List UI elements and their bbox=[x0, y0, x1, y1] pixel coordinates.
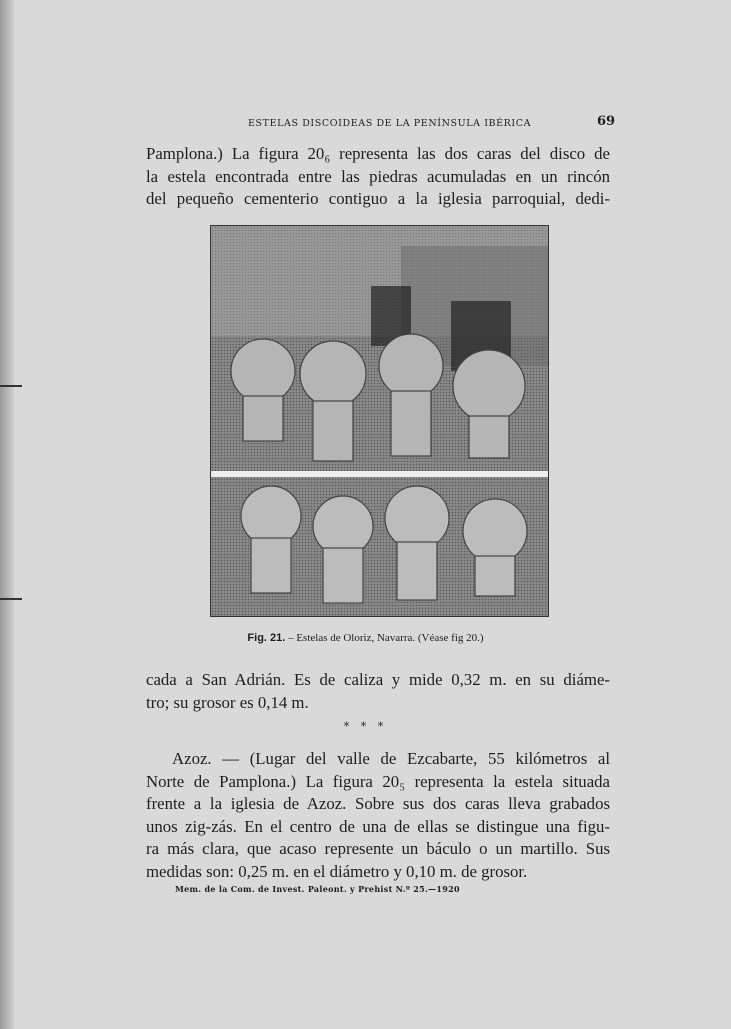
figure-photo-stelae bbox=[210, 225, 549, 617]
running-header: ESTELAS DISCOIDEAS DE LA PENÍNSULA IBÉRICA bbox=[248, 118, 532, 129]
stelae-photograph bbox=[211, 226, 548, 616]
text-line: Norte de Pamplona.) La figura 20₅ representa la estela situada bbox=[146, 771, 610, 791]
page-footer: Mem. de la Com. de Invest. Paleont. y Prehist N.º 25.—1920 bbox=[175, 884, 460, 894]
text-line: Azoz. — (Lugar del valle de Ezcabarte, 55 kilómetros al bbox=[172, 749, 610, 768]
text-line: la estela encontrada entre las piedras acumuladas en un rincón bbox=[146, 166, 610, 186]
text-line: Pamplona.) La figura 20₆ representa las dos caras del disco de bbox=[146, 144, 610, 163]
text-line: ra más clara, que acaso represente un báculo o un martillo. Sus bbox=[146, 839, 610, 858]
page-number: 69 bbox=[597, 114, 616, 129]
paragraph-3 bbox=[146, 748, 610, 883]
text-line: cada a San Adrián. Es de caliza y mide 0,32 m. en su diáme- bbox=[146, 670, 610, 689]
text-line: del pequeño cementerio contiguo a la iglesia parroquial, dedi- bbox=[146, 189, 610, 208]
binding-mark bbox=[0, 598, 22, 600]
paragraph-1 bbox=[146, 143, 610, 211]
figure-label: Fig. 21. bbox=[247, 632, 286, 644]
text-line: medidas son: 0,25 m. en el diámetro y 0,10 m. de grosor. bbox=[146, 861, 528, 881]
binding-mark bbox=[0, 385, 22, 387]
text-line: frente a la iglesia de Azoz. Sobre sus dos caras lleva grabados bbox=[146, 794, 610, 813]
text-line: tro; su grosor es 0,14 m. bbox=[146, 692, 309, 712]
paragraph-2 bbox=[146, 669, 610, 714]
text-line: unos zig-zás. En el centro de una de ellas se distingue una figu- bbox=[146, 816, 610, 836]
page-binding-edge bbox=[0, 0, 14, 1029]
figure-caption bbox=[0, 632, 731, 644]
section-separator: * * * bbox=[343, 720, 388, 733]
figure-caption-text: – Estelas de Oloriz, Navarra. (Véase fig 20.) bbox=[288, 632, 484, 644]
